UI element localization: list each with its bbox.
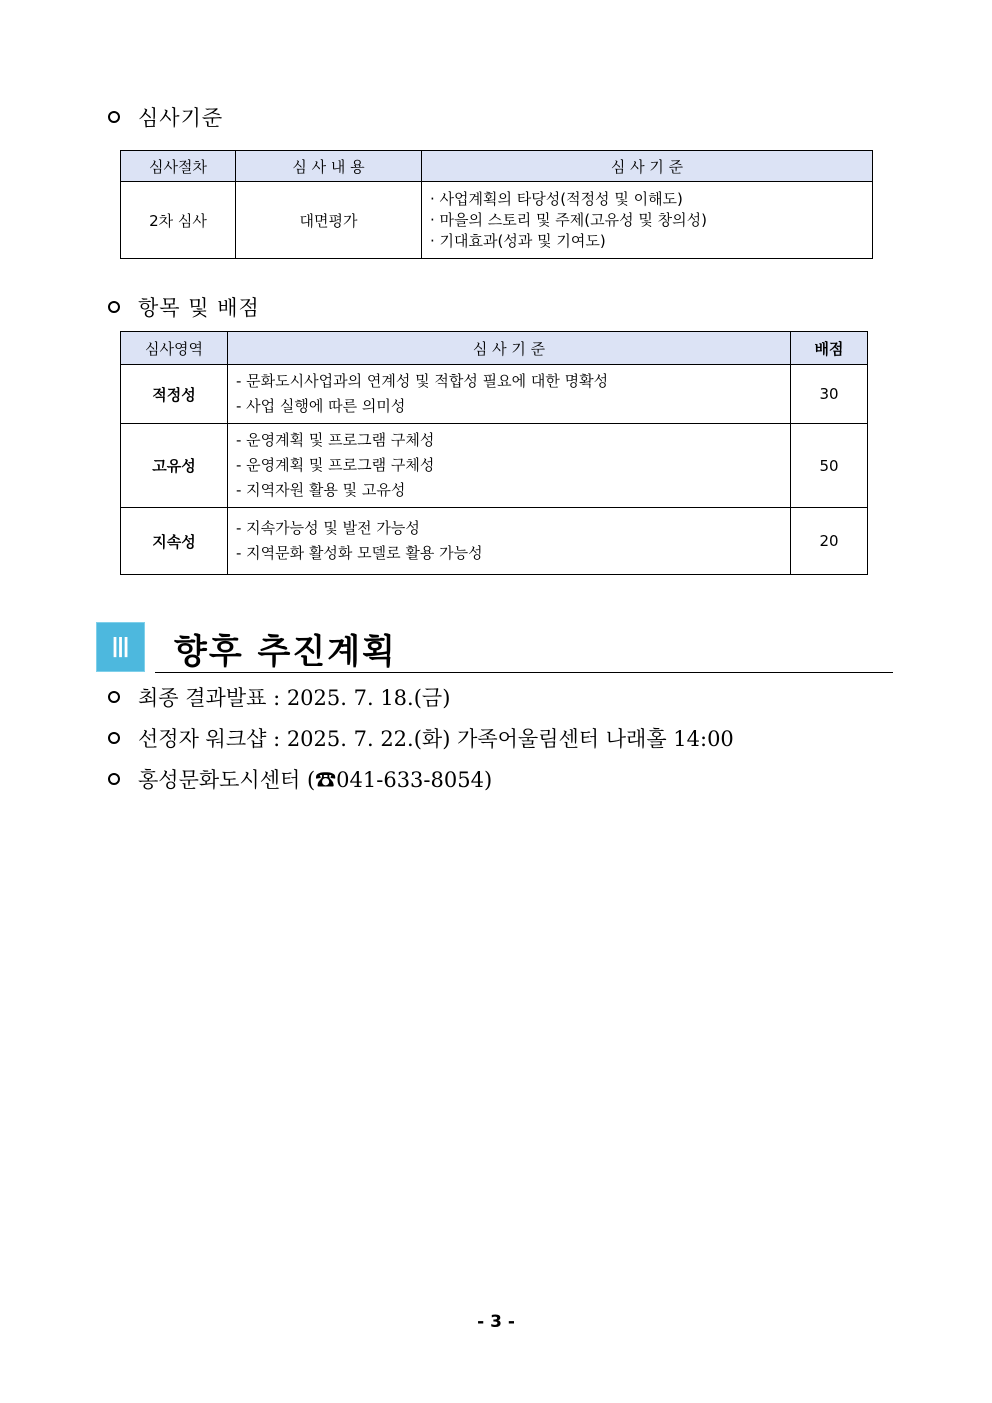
area-cell: 지속성: [121, 508, 228, 575]
page-number: - 3 -: [477, 1312, 515, 1332]
table-header-row: [121, 332, 868, 365]
area-cell: 적정성: [121, 365, 228, 424]
scoring-heading: [108, 292, 260, 322]
header-content: 심 사 내 용: [236, 151, 422, 182]
section-number-badge: Ⅲ: [96, 622, 145, 672]
content-cell: 대면평가: [236, 182, 422, 259]
criteria-line: - 사업 실행에 따른 의미성: [236, 397, 406, 415]
criteria-cell: [228, 508, 791, 575]
plan-item-text: 선정자 워크샵 : 2025. 7. 22.(화) 가족어울림센터 나래홀 14:00: [138, 727, 734, 751]
plan-item: [108, 682, 450, 712]
plan-item: [108, 723, 734, 753]
header-area: 심사영역: [121, 332, 228, 365]
circle-bullet-icon: [108, 691, 120, 703]
criteria-line: - 지역문화 활성화 모델로 활용 가능성: [236, 544, 483, 562]
score-cell: 50: [791, 424, 868, 508]
scoring-table: [120, 331, 868, 575]
criteria-line: - 지속가능성 및 발전 가능성: [236, 519, 420, 537]
header-stage: 심사절차: [121, 151, 236, 182]
criteria-line: - 운영계획 및 프로그램 구체성: [236, 456, 435, 474]
criteria-line: - 지역자원 활용 및 고유성: [236, 481, 406, 499]
header-score: 배점: [791, 332, 868, 365]
score-cell: 30: [791, 365, 868, 424]
criteria-line: - 운영계획 및 프로그램 구체성: [236, 431, 435, 449]
criteria-cell: [422, 182, 873, 259]
criteria-cell: [228, 424, 791, 508]
table-header-row: [121, 151, 873, 182]
plan-item-text: 최종 결과발표 : 2025. 7. 18.(금): [138, 686, 451, 710]
circle-bullet-icon: [108, 111, 120, 123]
review-criteria-table: [120, 150, 873, 259]
stage-cell: 2차 심사: [121, 182, 236, 259]
circle-bullet-icon: [108, 773, 120, 785]
header-criteria: 심 사 기 준: [228, 332, 791, 365]
table-row: [121, 365, 868, 424]
criteria-line: · 마을의 스토리 및 주제(고유성 및 창의성): [430, 210, 707, 229]
circle-bullet-icon: [108, 301, 120, 313]
score-cell: 20: [791, 508, 868, 575]
area-cell: 고유성: [121, 424, 228, 508]
review-criteria-heading-text: 심사기준: [138, 106, 224, 130]
table-row: [121, 424, 868, 508]
scoring-heading-text: 항목 및 배점: [138, 296, 260, 320]
circle-bullet-icon: [108, 732, 120, 744]
criteria-line: · 사업계획의 타당성(적정성 및 이해도): [430, 189, 683, 208]
review-criteria-heading: [108, 102, 223, 132]
criteria-line: - 문화도시사업과의 연계성 및 적합성 필요에 대한 명확성: [236, 372, 609, 390]
criteria-line: · 기대효과(성과 및 기여도): [430, 231, 606, 250]
criteria-cell: [228, 365, 791, 424]
plan-item: [108, 764, 492, 794]
table-row: [121, 508, 868, 575]
table-row: [121, 182, 873, 259]
section-divider: [155, 672, 893, 673]
section-title: 향후 추진계획: [174, 632, 397, 672]
header-criteria: 심 사 기 준: [422, 151, 873, 182]
plan-item-text: 홍성문화도시센터 (☎041-633-8054): [138, 768, 493, 792]
